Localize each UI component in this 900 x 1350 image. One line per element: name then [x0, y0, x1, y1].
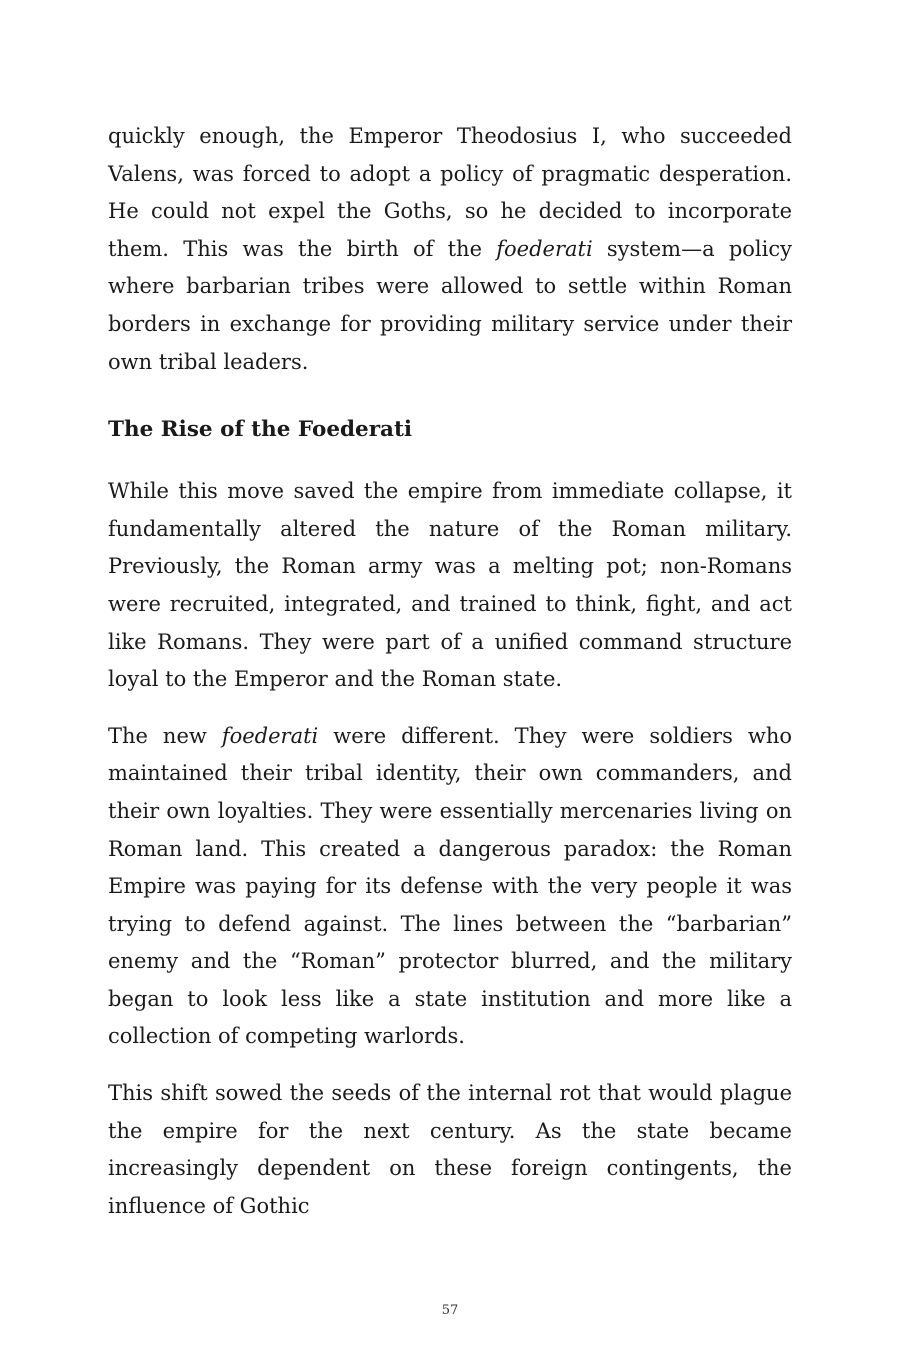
paragraph-3-text-start: The new	[108, 723, 222, 748]
paragraph-4: This shift sowed the seeds of the internal rot that would plague the empire for the next century. As the state became increasingly dependent on these foreign contingents, the influence of Gothic	[108, 1081, 792, 1218]
paragraph-1	[108, 118, 792, 381]
paragraph-1-text-start: quickly enough, the Emperor Theodosius I, who succeeded Valens, was forced to adopt a policy of pragmatic desperation. He could not expel the Goths, so he decided to incorporate them. This was the birth of the	[108, 124, 792, 261]
section-heading: The Rise of the Foederati	[108, 417, 413, 443]
page-number: 57	[441, 1303, 459, 1318]
paragraph-3-text-end: were different. They were soldiers who maintained their tribal identity, their own commanders, and their own loyalties. They were essentially mercenaries living on Roman land. This created a dangerous paradox: the Roman Empire was paying for its defense with the very people it was trying to defend against. The lines between the “barbarian” enemy and the “Roman” protector blurred, and the military began to look less like a state institution and more like a collection of competing warlords.	[108, 723, 792, 1049]
paragraph-1-text-end: system—a policy where barbarian tribes were allowed to settle within Roman borders in exchange for providing military service under their own tribal leaders.	[108, 236, 792, 374]
paragraph-3-italic-term: foederati	[221, 723, 319, 748]
paragraph-1-italic-term: foederati	[496, 236, 593, 261]
page-body	[108, 118, 792, 1225]
paragraph-2: While this move saved the empire from immediate collapse, it fundamentally altered the nature of the Roman military. Previously, the Roman army was a melting pot; non-Romans were recruited, integrated, and trained to think, fight, and act like Romans. They were part of a unified command structure loyal to the Emperor and the Roman state.	[108, 479, 792, 692]
paragraph-3	[108, 718, 792, 1056]
